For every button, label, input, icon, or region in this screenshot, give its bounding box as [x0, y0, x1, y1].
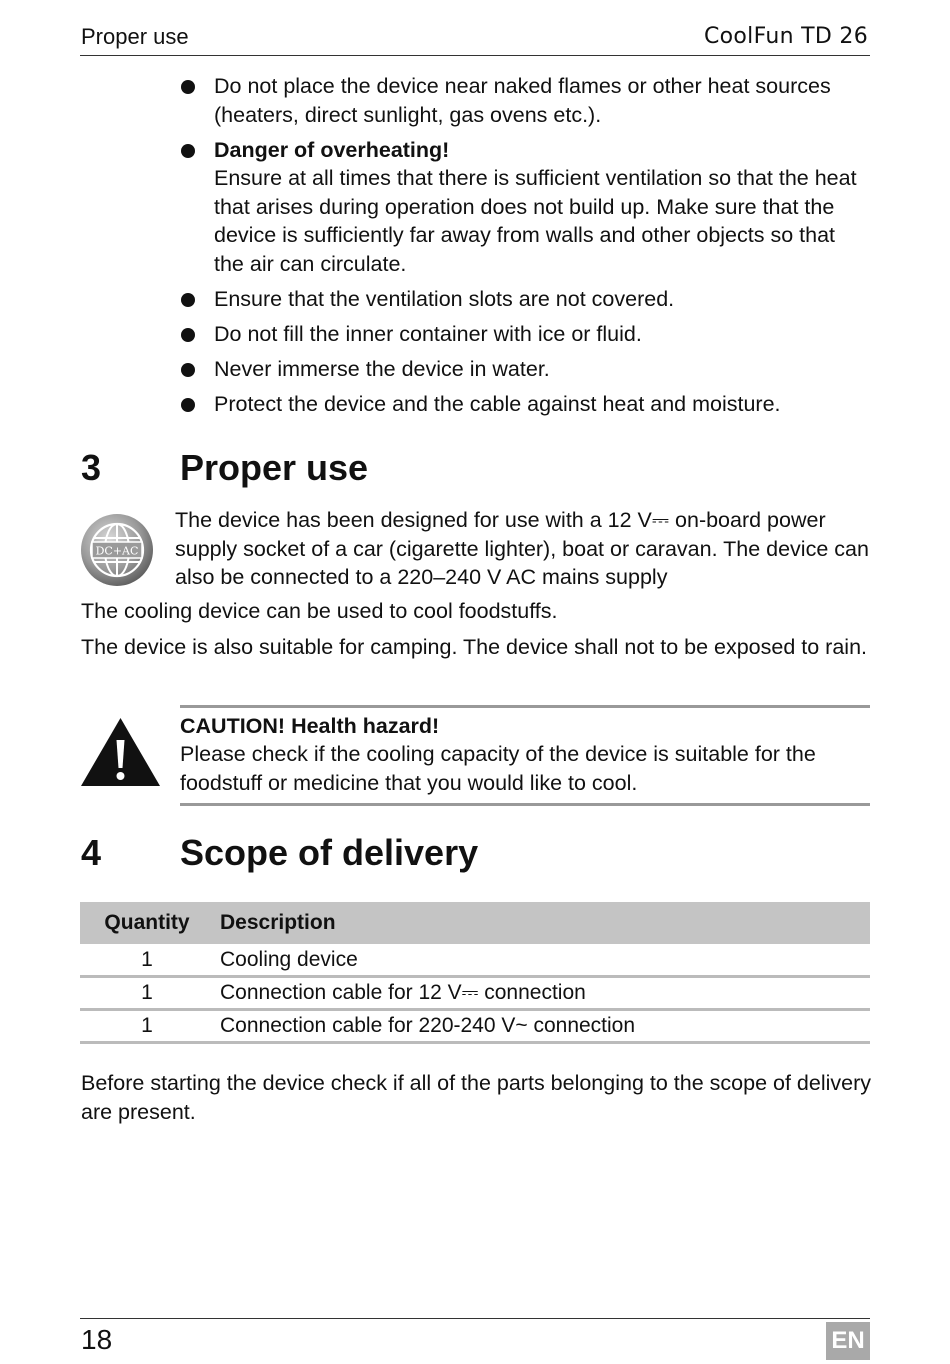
bullet-text: Never immerse the device in water. — [214, 356, 550, 381]
bullet-dot-icon — [181, 144, 195, 158]
table-header-row — [80, 902, 870, 944]
bullet-text: Ensure at all times that there is sufficient ventilation so that the heat that arises during operation does not build up. Make sure that the device is sufficiently far away from walls and other objects so that the air can circulate. — [214, 166, 857, 276]
page-number: 18 — [81, 1324, 113, 1355]
warning-triangle-icon — [79, 716, 162, 788]
bullet-item — [180, 72, 870, 129]
header-divider — [80, 55, 870, 56]
table-header-description: Description — [220, 911, 336, 934]
bullet-title: Danger of overheating! — [214, 137, 450, 162]
table-cell-description: Cooling device — [220, 948, 358, 971]
bullet-dot-icon — [181, 293, 195, 307]
bullet-item — [180, 285, 870, 314]
scope-note: Before starting the device check if all of the parts belonging to the scope of delivery are present. — [81, 1071, 871, 1124]
safety-bullet-list — [180, 72, 870, 425]
bullet-text: Ensure that the ventilation slots are not covered. — [214, 286, 675, 311]
table-cell-quantity: 1 — [141, 948, 153, 971]
section-3-intro: The device has been designed for use with a 12 V⎓ on-board power supply socket of a car (cigarette lighter), boat or caravan. The device can also be connected to a 220–240 V AC mains supply — [175, 508, 869, 589]
section-4-number: 4 — [81, 832, 102, 873]
bullet-text: Protect the device and the cable against heat and moisture. — [214, 391, 781, 416]
bullet-dot-icon — [181, 363, 195, 377]
bullet-dot-icon — [181, 80, 195, 94]
table-cell-description: Connection cable for 12 V⎓ connection — [220, 981, 586, 1004]
globe-icon-label: DC+AC — [95, 544, 139, 558]
table-row — [80, 1011, 870, 1044]
bullet-item — [180, 320, 870, 349]
dc-ac-globe-icon — [80, 513, 154, 587]
caution-top-rule — [180, 705, 870, 708]
table-row — [80, 944, 870, 978]
table-cell-quantity: 1 — [141, 981, 153, 1004]
header-section-title: Proper use — [81, 24, 189, 49]
section-3-para-1: The cooling device can be used to cool foodstuffs. — [81, 599, 558, 623]
bullet-item — [180, 136, 870, 279]
section-4-title: Scope of delivery — [180, 832, 479, 873]
bullet-text: Do not place the device near naked flames or other heat sources (heaters, direct sunlight, gas ovens etc.). — [214, 74, 831, 127]
caution-bottom-rule — [180, 803, 870, 806]
table-header-quantity: Quantity — [104, 911, 190, 934]
table-row — [80, 978, 870, 1011]
bullet-text: Do not fill the inner container with ice or fluid. — [214, 321, 642, 346]
caution-title: CAUTION! Health hazard! — [180, 714, 440, 738]
bullet-dot-icon — [181, 398, 195, 412]
section-3-title: Proper use — [180, 447, 369, 488]
scope-of-delivery-table — [80, 902, 870, 1044]
section-3-number: 3 — [81, 447, 102, 488]
table-cell-quantity: 1 — [141, 1014, 153, 1037]
caution-text: Please check if the cooling capacity of the device is suitable for the foodstuff or medicine that you would like to cool. — [180, 742, 816, 795]
section-3-para-2: The device is also suitable for camping. The device shall not to be exposed to rain. — [81, 635, 867, 659]
bullet-item — [180, 390, 870, 419]
table-cell-description: Connection cable for 220-240 V~ connection — [220, 1014, 636, 1037]
header-product-name: CoolFun TD 26 — [704, 24, 868, 49]
bullet-item — [180, 355, 870, 384]
bullet-dot-icon — [181, 328, 195, 342]
language-badge: EN — [826, 1322, 870, 1360]
footer-divider — [80, 1318, 870, 1319]
